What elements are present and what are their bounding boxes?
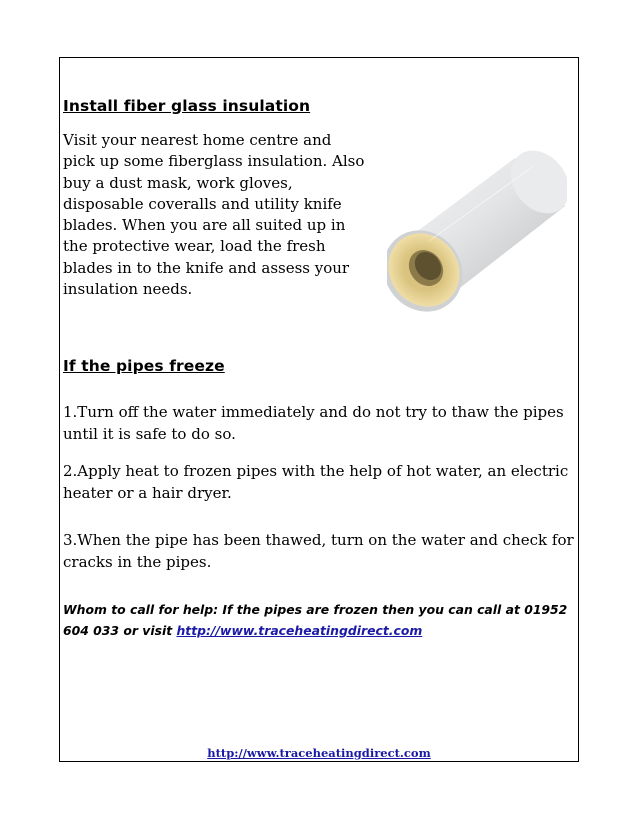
paragraph-line: insulation needs. (63, 280, 193, 299)
paragraph-line: blades. When you are all suited up in (63, 216, 346, 235)
step-line: 3.When the pipe has been thawed, turn on the water and check for (63, 531, 574, 549)
paragraph-line: buy a dust mask, work gloves, (63, 173, 293, 192)
help-note (63, 599, 567, 641)
fiberglass-pipe-insulation-icon (387, 148, 567, 338)
insulation-paragraph (63, 130, 383, 300)
help-line: Whom to call for help: If the pipes are frozen then you can call at 01952 (63, 602, 568, 617)
paragraph-line: disposable coveralls and utility knife (63, 194, 342, 213)
step-line: heater or a hair dryer. (63, 484, 232, 502)
step-line: cracks in the pipes. (63, 553, 212, 571)
help-line-prefix: 604 033 or visit (63, 623, 177, 638)
section-heading-pipes-freeze: If the pipes freeze (63, 357, 225, 375)
page-footer (60, 746, 578, 760)
paragraph-line: pick up some fiberglass insulation. Also (63, 152, 365, 171)
step-line: until it is safe to do so. (63, 425, 236, 443)
step-line: 2.Apply heat to frozen pipes with the help of hot water, an electric (63, 462, 569, 480)
paragraph-line: blades in to the knife and assess your (63, 258, 350, 277)
step-item (63, 401, 564, 445)
section-heading-insulation: Install fiber glass insulation (63, 97, 311, 115)
paragraph-line: the protective wear, load the fresh (63, 237, 326, 256)
step-item (63, 529, 574, 573)
help-website-link[interactable]: http://www.traceheatingdirect.com (176, 623, 423, 638)
step-item (63, 460, 568, 504)
paragraph-line: Visit your nearest home centre and (63, 131, 332, 149)
help-line-2 (63, 620, 567, 641)
step-line: 1.Turn off the water immediately and do not try to thaw the pipes (63, 403, 564, 421)
document-page (59, 57, 579, 762)
footer-website-link[interactable]: http://www.traceheatingdirect.com (207, 746, 431, 760)
